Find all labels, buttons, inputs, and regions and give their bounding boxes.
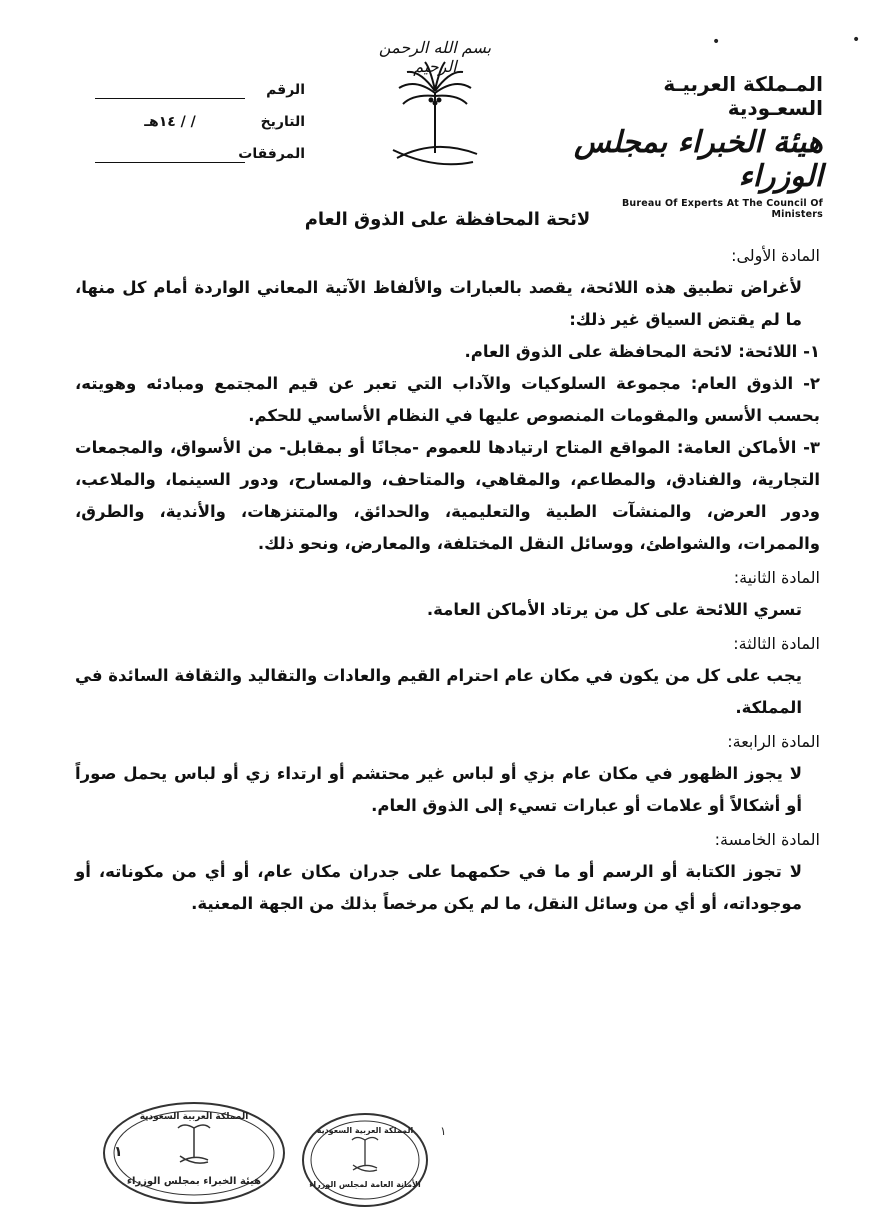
article-3-heading: المادة الثالثة: [733,634,820,653]
basmala: بسم الله الرحمن الرحيم [378,38,492,76]
round-seal-icon [300,1110,430,1210]
article-1-item: ٢- الذوق العام: مجموعة السلوكيات والآداب التي تعبر عن قيم المجتمع ومبادئه وهويته، بحسب الأسس والمقومات المنصوص عليها في النظام الأساسي للحكم. [75,374,820,425]
article-2-heading: المادة الثانية: [733,568,820,587]
article-4-text: لا يجوز الظهور في مكان عام بزي أو لباس غير محتشم أو ارتداء زي أو لباس يحمل صوراً أو أشكالاً أو علامات أو عبارات تسيء إلى الذوق العام. [75,764,802,815]
article-1-item: ٣- الأماكن العامة: المواقع المتاح ارتيادها للعموم -مجانًا أو بمقابل- من الأسواق، والمجمعات التجارية، والفنادق، والمطاعم، والمقاهي، والمتاحف، والمسارح، ودور السينما، والملاعب، ودور العرض، والمنشآت الطبية والتعليمية، والحدائق، والمتنزهات، والأندية، والطرق، والممرات، والشواطئ، ووسائل النقل المختلفة، والمعارض، ونحو ذلك. [75,438,820,553]
article-1-heading: المادة الأولى: [731,246,820,265]
article-3-text: يجب على كل من يكون في مكان عام احترام القيم والعادات والتقاليد والثقافة السائدة في المملكة. [75,666,802,717]
bureau-name-arabic: هيئة الخبراء بمجلس الوزراء [573,125,823,194]
seal2-top-text: المملكة العربية السعودية [316,1126,414,1135]
scan-speck: • [712,34,721,50]
attachments-label: المرفقات [238,146,305,162]
date-value: / / ١٤هـ [144,114,196,130]
article-1-item: ١- اللائحة: لائحة المحافظة على الذوق العام. [464,342,820,361]
secretariat-seal-stamp [300,1110,430,1210]
page-mark: ١ [440,1124,447,1138]
scan-speck: • [852,32,861,48]
article-5-heading: المادة الخامسة: [714,830,820,849]
bureau-name-english: Bureau Of Experts At The Council Of Ministers [621,198,823,220]
attachments-row [95,146,305,178]
document-meta [95,82,305,178]
kingdom-name: المـملكة العربيـة السعـودية [663,72,823,120]
seal1-top-text: المملكة العربية السعودية [139,1112,249,1122]
seal1-number: ١ [114,1144,123,1160]
regulation-body [75,204,820,920]
seal1-bottom-text: هيئة الخبراء بمجلس الوزراء [126,1176,262,1187]
number-label: الرقم [266,82,305,98]
date-label: التاريخ [260,114,305,130]
organization-header [573,72,823,220]
article-2-text: تسري اللائحة على كل من يرتاد الأماكن العامة. [426,600,802,619]
document-title: لائحة المحافظة على الذوق العام [304,209,591,230]
article-4-heading: المادة الرابعة: [727,732,820,751]
palm-swords-emblem-icon [385,58,485,178]
article-1-intro: لأغراض تطبيق هذه اللائحة، يقصد بالعبارات والألفاظ الآتية المعاني الواردة أمام كل منها، ما لم يقتض السياق غير ذلك: [75,278,802,329]
date-row [95,114,305,146]
number-row [95,82,305,114]
article-5-text: لا تجوز الكتابة أو الرسم أو ما في حكمهما على جدران مكان عام، أو أي من مكوناته، أو موجوداته، أو أي من وسائل النقل، ما لم يكن مرخصاً بذلك من الجهة المعنية. [75,862,802,913]
bureau-seal-stamp [100,1098,288,1208]
seal2-bottom-text: الأمانة العامة لمجلس الوزراء [309,1180,421,1189]
